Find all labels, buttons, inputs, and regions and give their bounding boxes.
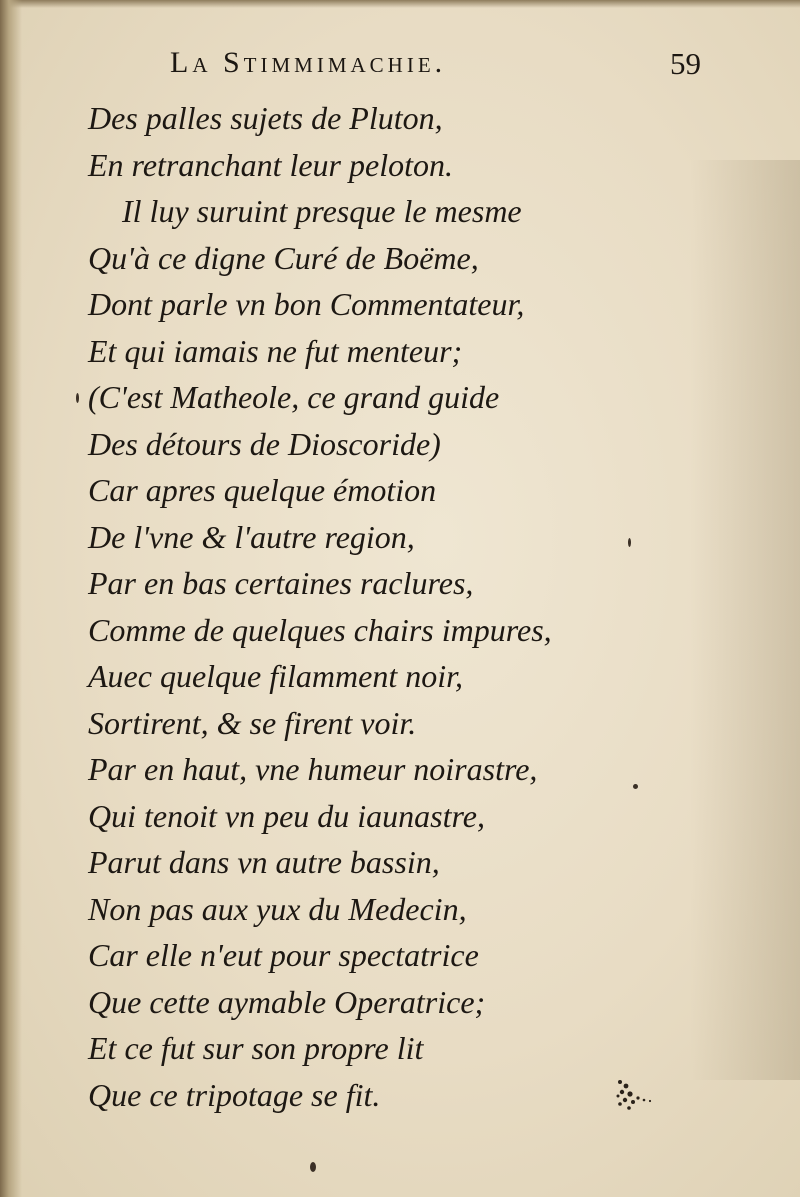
verse-line: Dont parle vn bon Commentateur,: [88, 286, 525, 322]
verse-line: Et qui iamais ne fut menteur;: [88, 332, 463, 369]
verse-line: Et ce fut sur son propre lit: [88, 1030, 424, 1066]
verse-line: Que cette aymable Operatrice;: [88, 983, 486, 1020]
verse-line: Non pas aux yux du Medecin,: [88, 890, 467, 927]
printer-ornament-icon: [612, 1074, 658, 1114]
verse-line: Il luy suruint presque le mesme: [122, 193, 522, 229]
ink-speck: [628, 538, 631, 547]
verse-line: Car apres quelque émotion: [88, 472, 437, 508]
verse-line: Auec quelque filamment noir,: [88, 658, 464, 694]
verse-line: Des palles sujets de Pluton,: [88, 100, 443, 136]
running-title: La Stimmimachie.: [170, 46, 447, 79]
ink-speck: [633, 784, 638, 789]
verse-line: Que ce tripotage se fit.: [88, 1076, 381, 1113]
verse-line: Par en haut, vne humeur noirastre,: [88, 751, 538, 787]
verse-line: Par en bas certaines raclures,: [88, 565, 474, 601]
verse-line: (C'est Matheole, ce grand guide: [88, 379, 500, 415]
page-top-edge: [0, 0, 800, 8]
verse-line: Comme de quelques chairs impures,: [88, 611, 552, 648]
verse-line: Parut dans vn autre bassin,: [88, 844, 440, 880]
verse-block: [88, 95, 708, 1118]
page-number: 59: [670, 46, 701, 81]
verse-line: Des détours de Dioscoride): [88, 425, 441, 462]
ink-speck: [310, 1162, 316, 1172]
verse-line: Car elle n'eut pour spectatrice: [88, 937, 479, 973]
verse-line: Sortirent, & se firent voir.: [88, 704, 417, 741]
verse-line: Qui tenoit vn peu du iaunastre,: [88, 797, 485, 834]
verse-line: En retranchant leur peloton.: [88, 146, 453, 183]
page-header: [170, 46, 730, 96]
verse-line: Qu'à ce digne Curé de Boëme,: [88, 239, 479, 276]
binding-shadow: [0, 0, 22, 1197]
ink-speck: [76, 393, 79, 403]
verse-line: De l'vne & l'autre region,: [88, 518, 415, 555]
